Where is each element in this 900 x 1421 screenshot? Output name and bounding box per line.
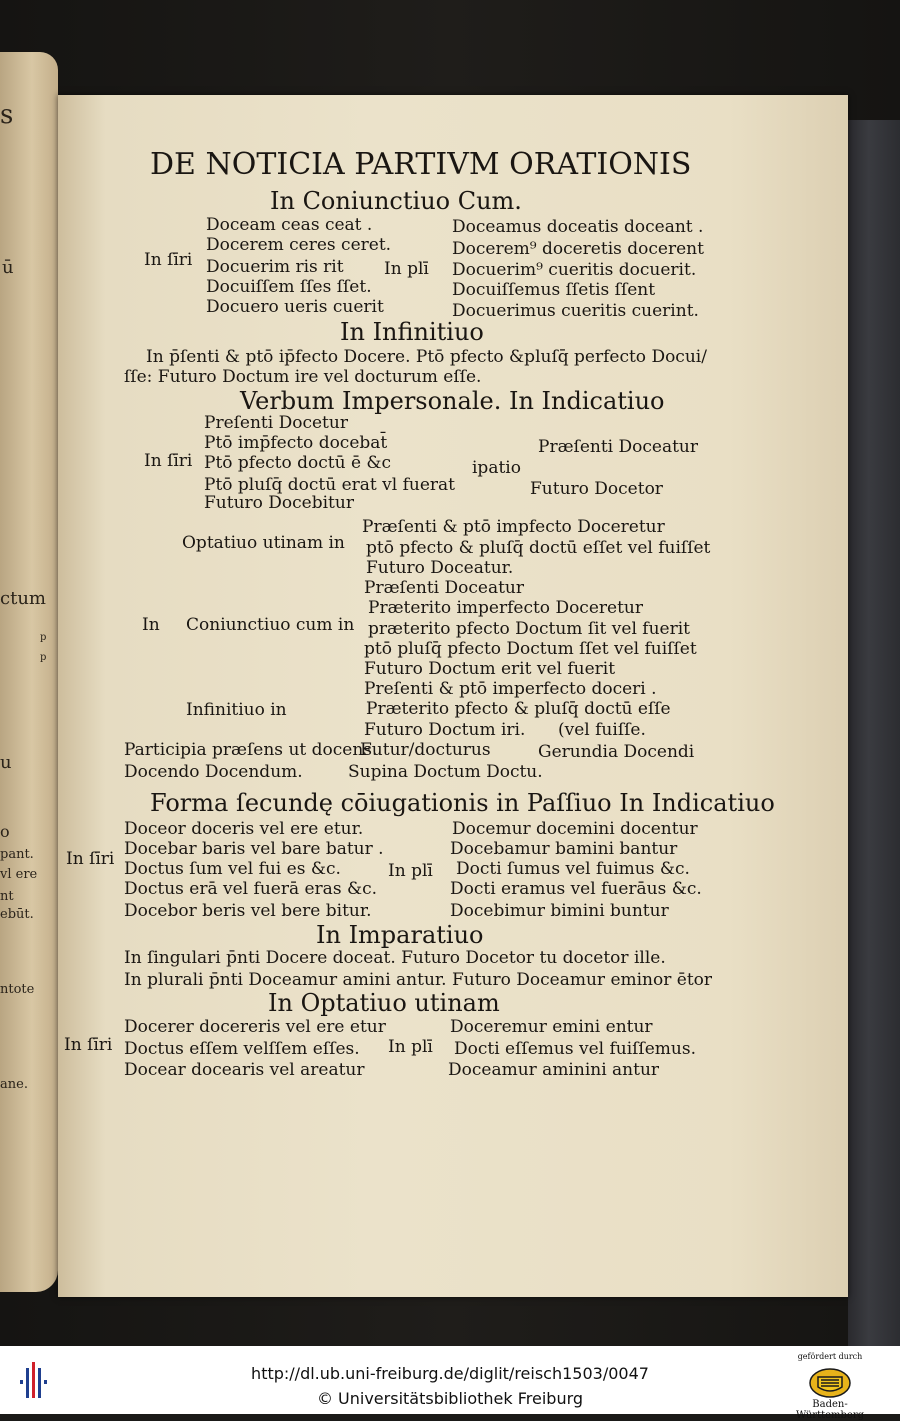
impersonale-line: Ptō pluſq̄ doctū erat vl fuerat (204, 475, 455, 495)
coniunctivo-line: Præſenti Doceatur (364, 578, 525, 598)
passive-singular-line: Doceor doceris vel ere etur. (124, 819, 364, 839)
passive-singular-line: Doctus ſum vel fui es &c. (124, 859, 341, 879)
optativo-line: ptō pfecto & pluſq̄ doctū eſſet vel fuiſſet (366, 538, 711, 558)
singular-label: In ſīri (144, 451, 193, 471)
imperative-line: Præſenti Doceatur (538, 437, 699, 457)
passive-singular-line: Docebar baris vel bare batur . (124, 839, 384, 859)
left-fragment: ntote (0, 982, 35, 997)
coniunctivo-line: ptō pluſq̄ pfecto Doctum ſſet vel fuiſſet (364, 639, 697, 659)
coniunctivo-label: Coniunctiuo cum in (186, 615, 355, 635)
plural-label: In plī (384, 259, 429, 279)
passive-plural-line: Docti eramus vel fuerāus &c. (450, 879, 702, 899)
singular-label: In ſīri (144, 250, 193, 270)
infinitivo-line: ſſe: Futuro Doctum ire vel docturum eſſe. (124, 367, 482, 387)
conj-plural-line: Doceamus doceatis doceant . (452, 217, 704, 237)
inf-line: (vel fuiſſe. (558, 720, 646, 740)
singular-label: In ſīri (64, 1035, 113, 1055)
infinitivo-label: Infinitiuo in (186, 700, 287, 720)
book-page (58, 95, 848, 1297)
imperative-label: ipatio (472, 458, 521, 478)
sponsor-caption: gefördert durch (797, 1352, 863, 1361)
coniunctivo-line: præterito pfecto Doctum ſit vel fuerit (368, 619, 690, 639)
left-fragment: vl ere (0, 867, 38, 882)
optativo-plural-line: Doceremur emini entur (450, 1017, 653, 1037)
state-crest-icon (808, 1367, 852, 1399)
plural-label: In plī (388, 861, 433, 881)
optativo-plural-line: Docti eſſemus vel fuiſſemus. (454, 1039, 696, 1059)
left-fragment: ebūt. (0, 907, 34, 922)
participia-text: Docendo Docendum. (124, 762, 303, 782)
optativo-line: Præſenti & ptō impfecto Doceretur (362, 517, 665, 537)
section-heading: In Coniunctiuo Cum. (270, 187, 522, 215)
impersonale-line: Ptō pfecto doctū ē &c (204, 453, 392, 473)
left-fragment: ane. (0, 1077, 28, 1092)
passive-plural-line: Docemur docemini docentur (452, 819, 698, 839)
optativo-line: Futuro Doceatur. (366, 558, 514, 578)
passive-plural-line: Docebamur bamini bantur (450, 839, 678, 859)
optativo-singular-line: Docear docearis vel areatur (124, 1060, 365, 1080)
participia-text: Supina Doctum Doctu. (348, 762, 543, 782)
participia-text: Futur/docturus (360, 740, 491, 760)
passive-singular-line: Docebor beris vel bere bitur. (124, 901, 372, 921)
infinitivo-line: In p̄ſenti & ptō ip̄fecto Docere. Ptō pfecto &pluſq̄ perfecto Docui/ (146, 347, 707, 367)
impersonale-line: Preſenti Docetur (204, 413, 348, 433)
conj-plural-line: Docuerimus cueritis cuerint. (452, 301, 699, 321)
impersonale-line: Futuro Docebitur (204, 493, 354, 513)
participia-text: Participia præſens ut docens. (124, 740, 378, 760)
conj-singular-line: Docuiſſem ſſes ſſet. (206, 277, 372, 297)
coniunctivo-line: Præterito imperfecto Doceretur (368, 598, 643, 618)
passive-singular-line: Doctus erā vel fuerā eras &c. (124, 879, 377, 899)
conj-singular-line: Docuero ueris cuerit (206, 297, 384, 317)
inf-line: Præterito pfecto & pluſq̄ doctū eſſe (366, 699, 671, 719)
singular-label: In ſīri (66, 849, 115, 869)
conj-singular-line: Docuerim ris rit (206, 257, 344, 277)
left-facing-page (0, 52, 58, 1292)
optativo-plural-line: Doceamur aminini antur (448, 1060, 660, 1080)
left-fragment: ctum (0, 588, 46, 609)
optativo-singular-line: Doctus eſſem velſſem eſſes. (124, 1039, 360, 1059)
plural-label: In plī (388, 1037, 433, 1057)
section-heading: Verbum Impersonale. In Indicatiuo (240, 387, 665, 415)
conj-in-label: In (142, 615, 160, 635)
passive-plural-line: Docebimur bimini buntur (450, 901, 669, 921)
page-title: DE NOTICIA PARTIVM ORATIONIS (150, 147, 692, 182)
imperative-line: Futuro Docetor (530, 479, 663, 499)
inf-line: Futuro Doctum iri. (364, 720, 526, 740)
left-fragment: u (0, 752, 12, 773)
section-heading: Forma ſecundę cōiugationis in Paſſiuo In Indicatiuo (150, 789, 775, 817)
conj-singular-line: Docerem ceres ceret. (206, 235, 392, 255)
section-heading: In Optatiuo utinam (268, 989, 500, 1017)
imperativo-line: In ſingulari p̄nti Docere doceat̄. Futuro Docetor tu docetor ille. (124, 948, 666, 968)
conj-plural-line: Docuerim⁹ cueritis docuerit. (452, 260, 697, 280)
optativo-label: Optatiuo utinam in (182, 533, 345, 553)
inf-line: Preſenti & ptō imperfecto doceri . (364, 679, 657, 699)
conj-plural-line: Docerem⁹ doceretis docerent (452, 239, 704, 259)
impersonale-line: Ptō imp̄fecto docebat̄ (204, 433, 388, 453)
left-fragment: nt (0, 889, 14, 904)
optativo-singular-line: Docerer docereris vel ere etur (124, 1017, 386, 1037)
sponsor-state-name: Baden-Württemberg (795, 1399, 865, 1421)
left-fragment: s (0, 100, 14, 130)
left-fragment: p (40, 652, 47, 663)
section-heading: In Infinitiuo (340, 318, 484, 346)
passive-plural-line: Docti ſumus vel fuimus &c. (456, 859, 690, 879)
permalink-link[interactable]: http://dl.ub.uni-freiburg.de/diglit/reisch1503/0047 (251, 1364, 649, 1383)
imperativo-line: In plurali p̄nti Doceamur amini antur. Futuro Doceamur eminor ētor (124, 970, 713, 990)
left-fragment: o (0, 822, 10, 841)
section-heading: In Imparatiuo (316, 921, 484, 949)
left-fragment: pant. (0, 847, 34, 862)
left-fragment: p (40, 632, 47, 643)
participia-text: Gerundia Docendi (538, 742, 695, 762)
copyright-text: © Universitätsbibliothek Freiburg (316, 1389, 584, 1408)
conj-singular-line: Doceam ceas ceat . (206, 215, 373, 235)
conj-plural-line: Docuiſſemus ſſetis ſſent (452, 280, 656, 300)
cover-board (848, 120, 900, 1346)
left-fragment: ū (2, 257, 14, 278)
coniunctivo-line: Futuro Doctum erit vel fuerit (364, 659, 616, 679)
